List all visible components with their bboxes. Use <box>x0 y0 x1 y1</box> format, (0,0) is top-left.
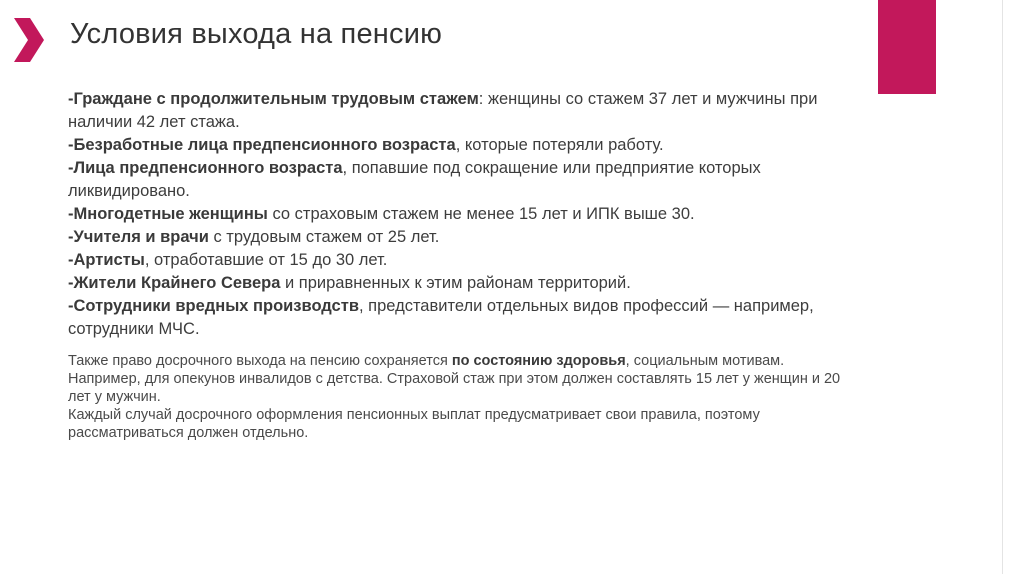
list-item-heading: -Лица предпенсионного возраста <box>68 159 343 177</box>
conditions-list <box>68 88 868 341</box>
list-item-heading: -Граждане с продолжительным трудовым стажем <box>68 90 479 108</box>
note-paragraph <box>68 352 848 406</box>
list-item <box>68 134 868 157</box>
list-item-text: , представители отдельных видов профессий — например, сотрудники МЧС. <box>68 297 814 338</box>
list-item <box>68 272 868 295</box>
slide-title: Условия выхода на пенсию <box>70 18 443 50</box>
list-item-heading: -Учителя и врачи <box>68 228 209 246</box>
list-item-text: : женщины со стажем 37 лет и мужчины при наличии 42 лет стажа. <box>68 90 818 131</box>
list-item-text: , отработавшие от 15 до 30 лет. <box>144 251 388 269</box>
note-block <box>68 352 848 442</box>
list-item-text: , попавшие под сокращение или предприятие которых ликвидировано. <box>68 159 761 200</box>
list-item <box>68 226 868 249</box>
list-item <box>68 157 868 203</box>
list-item-text: с трудовым стажем от 25 лет. <box>208 228 440 246</box>
list-item-text: и приравненных к этим районам территорий. <box>280 274 631 292</box>
list-item <box>68 249 868 272</box>
right-divider <box>1002 0 1003 574</box>
note-emphasis: по состоянию здоровья <box>451 353 626 369</box>
note-text: Также право досрочного выхода на пенсию сохраняется <box>68 353 452 369</box>
list-item-heading: -Безработные лица предпенсионного возраста <box>68 136 456 154</box>
list-item <box>68 203 868 226</box>
list-item-heading: -Сотрудники вредных производств <box>68 297 359 315</box>
note-paragraph: Каждый случай досрочного оформления пенсионных выплат предусматривает свои правила, поэтому рассматриваться должен отдельно. <box>68 407 760 441</box>
list-item <box>68 88 868 134</box>
list-item-heading: -Жители Крайнего Севера <box>68 274 281 292</box>
list-item-text: , которые потеряли работу. <box>455 136 664 154</box>
list-item <box>68 295 868 341</box>
accent-bar <box>878 0 936 94</box>
list-item-text: со страховым стажем не менее 15 лет и ИПК выше 30. <box>267 205 695 223</box>
note-text: , социальным мотивам. Например, для опекунов инвалидов с детства. Страховой стаж при этом должен составлять 15 лет у женщин и 20 лет у мужчин. <box>68 353 841 405</box>
chevron-right-icon <box>10 18 46 62</box>
list-item-heading: -Артисты <box>68 251 145 269</box>
list-item-heading: -Многодетные женщины <box>68 205 268 223</box>
